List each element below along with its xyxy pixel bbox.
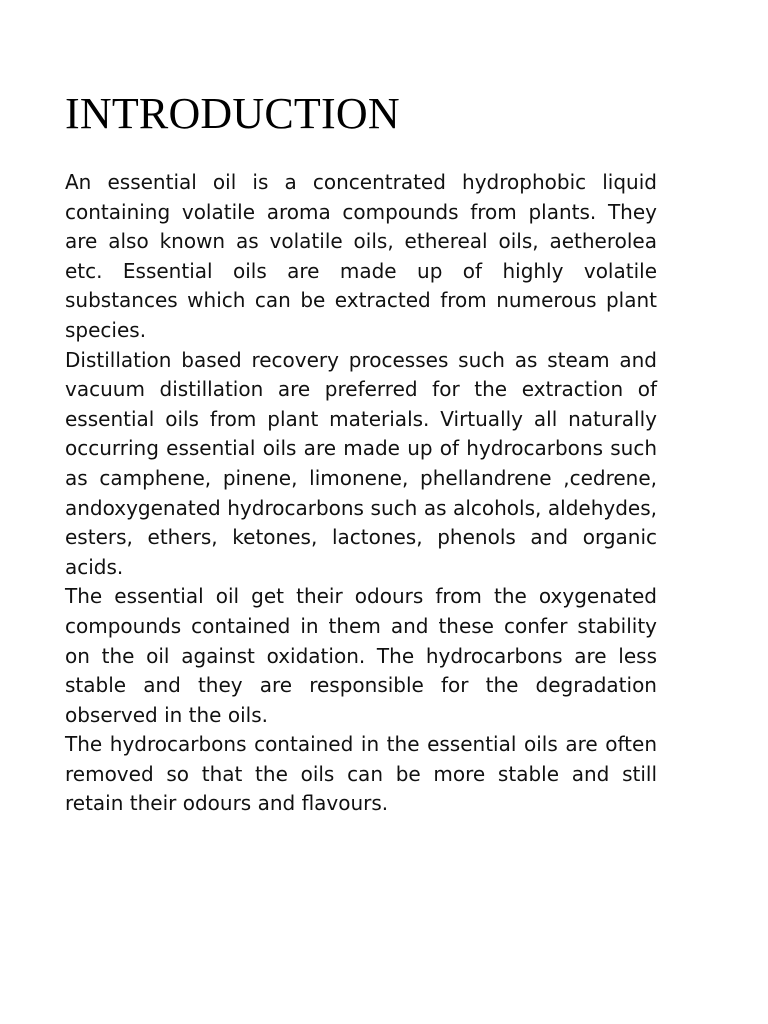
page-heading: INTRODUCTION: [65, 89, 400, 138]
paragraph-2: Distillation based recovery processes such as steam and vacuum distillation are preferred for the extraction of essential oils from plant materials. Virtually all naturally occurring essential oils are made up of hydrocarbons such as camphene, pinene, limonene, phellandrene ,cedrene, andoxygenated hydrocarbons such as alcohols, aldehydes, esters, ethers, ketones, lactones, phenols and organic acids.: [65, 347, 657, 579]
paragraph-4: The hydrocarbons contained in the essential oils are often removed so that the oils can be more stable and still retain their odours and flavours.: [65, 732, 657, 816]
paragraph-1: An essential oil is a concentrated hydrophobic liquid containing volatile aroma compounds from plants. They are also known as volatile oils, ethereal oils, aetherolea etc. Essential oils are made up of highly volatile substances which can be extracted from numerous plant species.: [65, 170, 657, 342]
body-text: [65, 168, 657, 819]
paragraph-3: The essential oil get their odours from the oxygenated compounds contained in them and these confer stability on the oil against oxidation. The hydrocarbons are less stable and they are responsible for the degradation observed in the oils.: [65, 584, 657, 727]
